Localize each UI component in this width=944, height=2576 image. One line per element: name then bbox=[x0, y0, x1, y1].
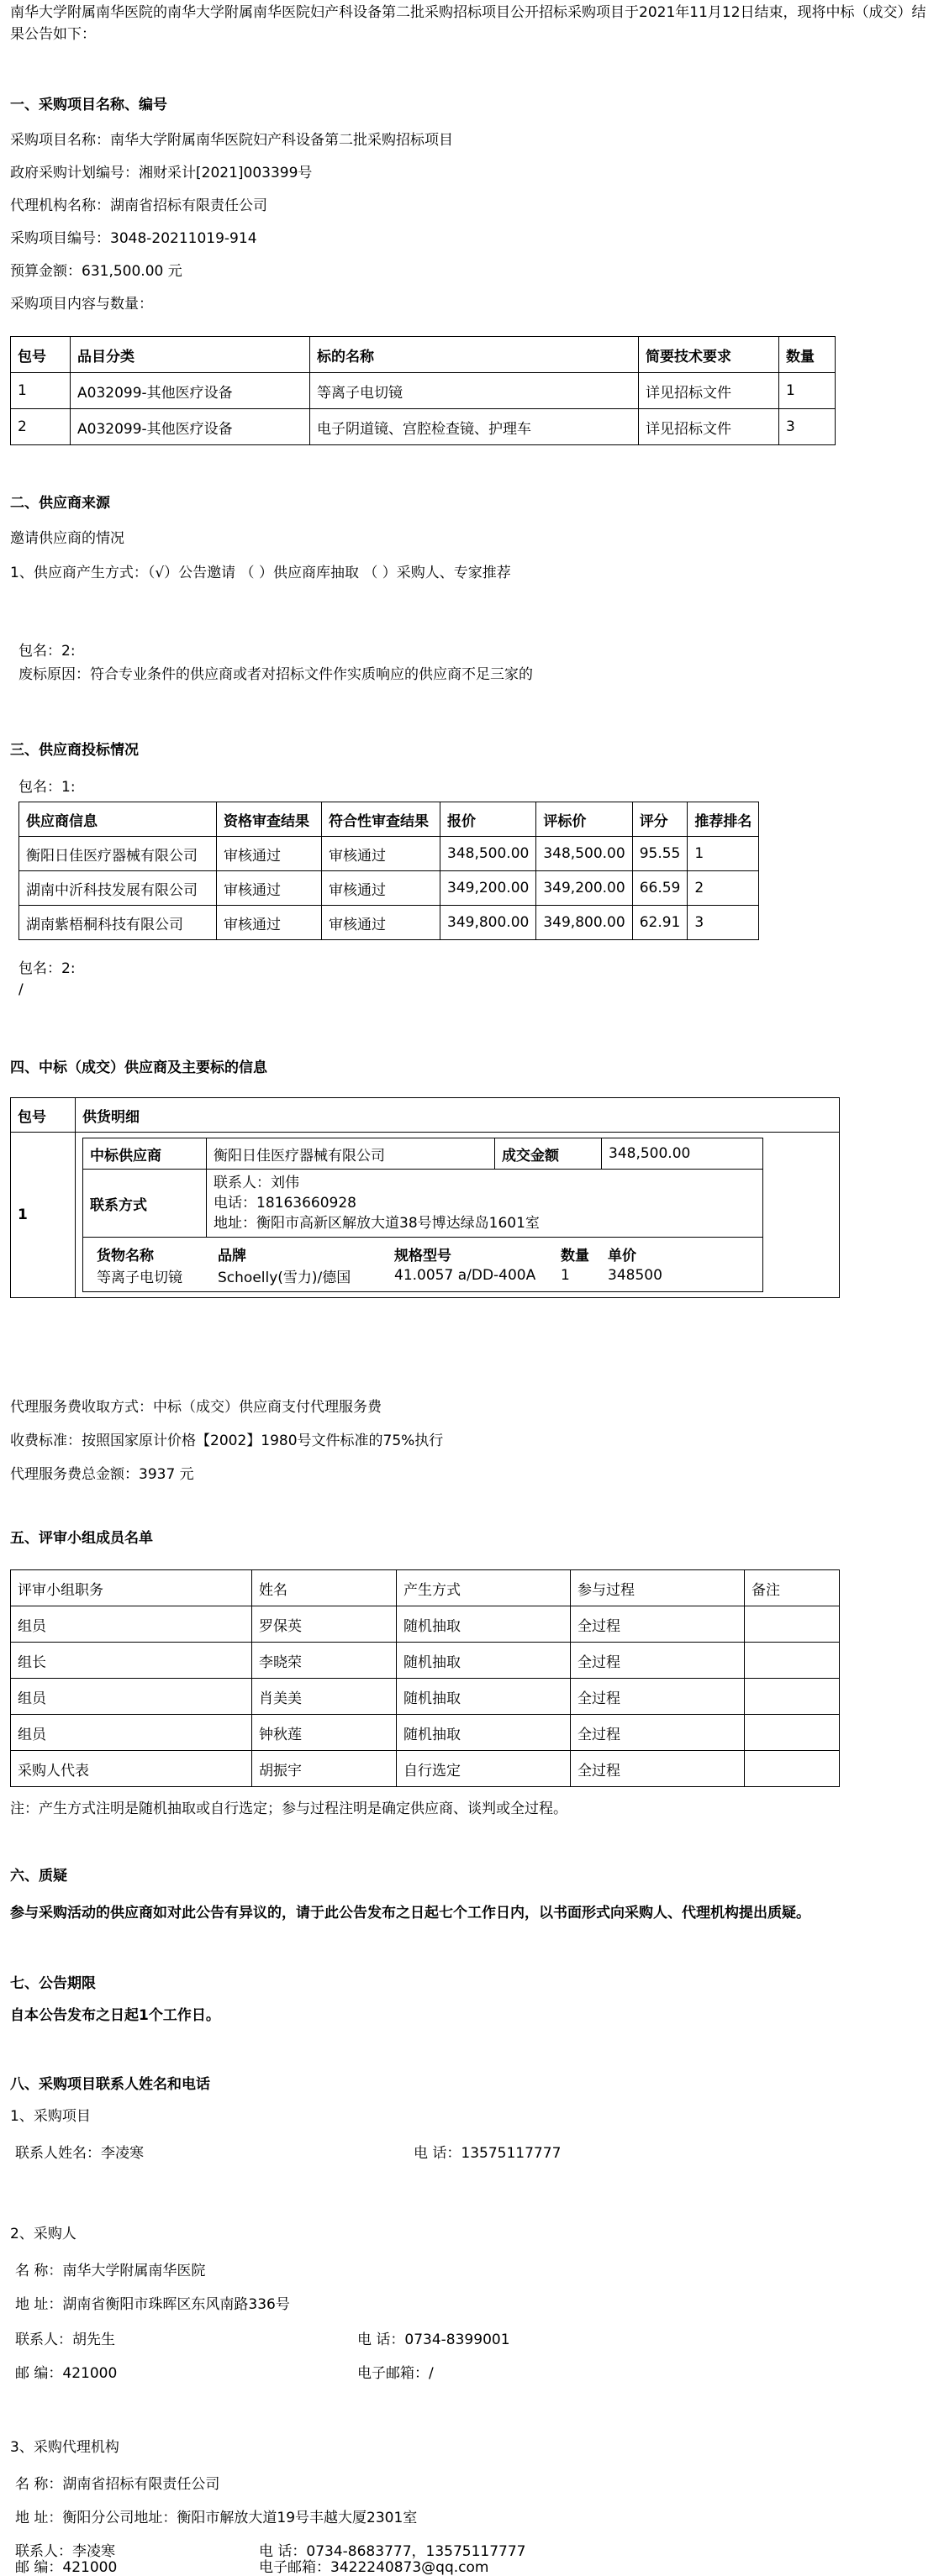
fee-method: 代理服务费收取方式：中标（成交）供应商支付代理服务费 bbox=[10, 1399, 382, 1416]
table-cell: 审核通过 bbox=[217, 906, 322, 940]
agency-contact-person: 联系人：李凌寒 bbox=[15, 2543, 115, 2560]
plan-number: 政府采购计划编号：湘财采计[2021]003399号 bbox=[10, 165, 313, 181]
goods-row bbox=[90, 1264, 669, 1286]
purchaser-name: 名 称：南华大学附属南华医院 bbox=[15, 2263, 206, 2279]
section-4-title: 四、中标（成交）供应商及主要标的信息 bbox=[10, 1059, 267, 1076]
table-cell: 3 bbox=[779, 409, 836, 445]
table-cell: 组员 bbox=[11, 1606, 252, 1643]
agency-contact-address: 地 址：衡阳分公司地址：衡阳市解放大道19号丰越大厦2301室 bbox=[15, 2510, 418, 2526]
goods-cell bbox=[83, 1238, 763, 1292]
table-cell: 全过程 bbox=[571, 1715, 745, 1751]
table-header: 简要技术要求 bbox=[639, 337, 779, 373]
table-header-row bbox=[11, 1570, 840, 1606]
table-row bbox=[11, 1751, 840, 1787]
section-5-title: 五、评审小组成员名单 bbox=[10, 1530, 153, 1547]
table-cell: 1 bbox=[688, 837, 759, 871]
purchaser-contact: 联系人：胡先生 bbox=[15, 2332, 115, 2348]
subsection-2-title: 2、采购人 bbox=[10, 2226, 76, 2242]
table-cell: 组员 bbox=[11, 1679, 252, 1715]
project-content-table bbox=[10, 336, 836, 445]
table-row bbox=[11, 1606, 840, 1643]
package-name: 包名：2: bbox=[18, 643, 76, 660]
section-7-title: 七、公告期限 bbox=[10, 1975, 96, 1992]
table-cell bbox=[745, 1606, 840, 1643]
table-cell: 2 bbox=[688, 871, 759, 906]
table-cell: 95.55 bbox=[632, 837, 688, 871]
goods-header: 货物名称 bbox=[97, 1247, 154, 1264]
table-header: 包号 bbox=[11, 337, 71, 373]
project-contact-phone: 电 话：13575117777 bbox=[414, 2145, 562, 2162]
fee-standard: 收费标准：按照国家原计价格【2002】1980号文件标准的75%执行 bbox=[10, 1433, 444, 1449]
subsection-1-title: 1、采购项目 bbox=[10, 2108, 91, 2125]
table-cell: 2 bbox=[11, 409, 71, 445]
amount-label: 成交金额 bbox=[495, 1138, 602, 1170]
table-cell bbox=[745, 1715, 840, 1751]
table-cell bbox=[745, 1679, 840, 1715]
budget-amount: 预算金额：631,500.00 元 bbox=[10, 263, 182, 280]
goods-cell: 348500 bbox=[608, 1267, 662, 1284]
table-cell: 湖南紫梧桐科技有限公司 bbox=[19, 906, 217, 940]
failure-reason: 废标原因：符合专业条件的供应商或者对招标文件作实质响应的供应商不足三家的 bbox=[18, 666, 533, 683]
table-row bbox=[19, 837, 759, 871]
invite-situation: 邀请供应商的情况 bbox=[10, 530, 124, 547]
contact-phone: 电话：18163660928 bbox=[214, 1195, 356, 1212]
table-header: 供应商信息 bbox=[19, 802, 217, 837]
section-6-title: 六、质疑 bbox=[10, 1868, 67, 1885]
table-row bbox=[83, 1138, 763, 1170]
table-header: 符合性审查结果 bbox=[322, 802, 440, 837]
table-header: 报价 bbox=[440, 802, 536, 837]
table-header: 供货明细 bbox=[76, 1098, 840, 1133]
table-header: 推荐排名 bbox=[688, 802, 759, 837]
contact-address: 地址：衡阳市高新区解放大道38号博达绿岛1601室 bbox=[214, 1215, 540, 1232]
table-header-row bbox=[11, 1098, 840, 1133]
table-cell: 肖美美 bbox=[252, 1679, 397, 1715]
supplier-method: 1、供应商产生方式：（√）公告邀请 （ ）供应商库抽取 （ ）采购人、专家推荐 bbox=[10, 565, 511, 581]
table-cell: 随机抽取 bbox=[397, 1715, 571, 1751]
package-name: 包名：1: bbox=[18, 779, 76, 796]
project-number: 采购项目编号：3048-20211019-914 bbox=[10, 230, 257, 247]
goods-cell: 41.0057 a/DD-400A bbox=[394, 1267, 536, 1284]
table-cell: 349,800.00 bbox=[536, 906, 632, 940]
purchaser-phone: 电 话：0734-8399001 bbox=[357, 2332, 510, 2348]
package-name: 包名：2: bbox=[18, 960, 76, 977]
agency-contact-name: 名 称：湖南省招标有限责任公司 bbox=[15, 2476, 220, 2493]
table-cell: 全过程 bbox=[571, 1679, 745, 1715]
contact-info bbox=[207, 1170, 763, 1238]
table-row bbox=[83, 1170, 763, 1238]
table-cell: 衡阳日佳医疗器械有限公司 bbox=[19, 837, 217, 871]
section-3-title: 三、供应商投标情况 bbox=[10, 742, 139, 759]
table-row bbox=[19, 906, 759, 940]
table-cell: 1 bbox=[779, 373, 836, 409]
table-cell: 348,500.00 bbox=[536, 837, 632, 871]
table-cell: 详见招标文件 bbox=[639, 409, 779, 445]
package-2-slash: / bbox=[18, 981, 24, 998]
table-cell: 审核通过 bbox=[322, 837, 440, 871]
purchaser-address: 地 址：湖南省衡阳市珠晖区东风南路336号 bbox=[15, 2296, 290, 2313]
goods-header: 数量 bbox=[561, 1247, 589, 1264]
table-header: 标的名称 bbox=[310, 337, 639, 373]
table-cell: 全过程 bbox=[571, 1643, 745, 1679]
table-cell: 随机抽取 bbox=[397, 1679, 571, 1715]
purchaser-zip: 邮 编：421000 bbox=[15, 2365, 118, 2382]
review-panel-table bbox=[10, 1569, 840, 1787]
goods-cell: 1 bbox=[561, 1267, 570, 1284]
table-row bbox=[11, 1643, 840, 1679]
amount-value: 348,500.00 bbox=[602, 1138, 763, 1170]
table-cell: A032099-其他医疗设备 bbox=[71, 409, 310, 445]
table-cell: 钟秋莲 bbox=[252, 1715, 397, 1751]
project-name: 采购项目名称：南华大学附属南华医院妇产科设备第二批采购招标项目 bbox=[10, 132, 453, 149]
table-cell bbox=[745, 1643, 840, 1679]
table-row bbox=[83, 1238, 763, 1292]
table-row bbox=[11, 1715, 840, 1751]
table-cell: 随机抽取 bbox=[397, 1643, 571, 1679]
table-cell: 3 bbox=[688, 906, 759, 940]
table-cell: 组员 bbox=[11, 1715, 252, 1751]
fee-total: 代理服务费总金额：3937 元 bbox=[10, 1466, 194, 1483]
purchaser-email: 电子邮箱：/ bbox=[357, 2365, 434, 2382]
table-cell: 66.59 bbox=[632, 871, 688, 906]
table-cell: 等离子电切镜 bbox=[310, 373, 639, 409]
goods-table bbox=[90, 1243, 669, 1286]
table-cell: 349,200.00 bbox=[536, 871, 632, 906]
agency-contact-email: 电子邮箱：3422240873@qq.com bbox=[259, 2559, 489, 2576]
agency-contact-zip: 邮 编：421000 bbox=[15, 2559, 118, 2576]
supply-detail bbox=[76, 1133, 840, 1298]
table-cell: 电子阴道镜、宫腔检查镜、护理车 bbox=[310, 409, 639, 445]
complaint-text: 参与采购活动的供应商如对此公告有异议的，请于此公告发布之日起七个工作日内，以书面形式向采购人、代理机构提出质疑。 bbox=[10, 1905, 810, 1921]
goods-cell: 等离子电切镜 bbox=[97, 1269, 182, 1286]
table-header: 品目分类 bbox=[71, 337, 310, 373]
table-cell: 组长 bbox=[11, 1643, 252, 1679]
table-header-row bbox=[11, 337, 836, 373]
goods-header: 规格型号 bbox=[394, 1247, 451, 1264]
notice-period-text: 自本公告发布之日起1个工作日。 bbox=[10, 2007, 220, 2024]
table-cell: 348,500.00 bbox=[440, 837, 536, 871]
table-header: 产生方式 bbox=[397, 1570, 571, 1606]
contact-label: 联系方式 bbox=[83, 1170, 207, 1238]
table-cell: 349,800.00 bbox=[440, 906, 536, 940]
subsection-3-title: 3、采购代理机构 bbox=[10, 2439, 119, 2456]
table-cell: 罗保英 bbox=[252, 1606, 397, 1643]
winner-label: 中标供应商 bbox=[83, 1138, 207, 1170]
table-cell: 胡振宇 bbox=[252, 1751, 397, 1787]
section-8-title: 八、采购项目联系人姓名和电话 bbox=[10, 2076, 210, 2093]
contact-person: 联系人：刘伟 bbox=[214, 1175, 299, 1191]
review-note: 注：产生方式注明是随机抽取或自行选定；参与过程注明是确定供应商、谈判或全过程。 bbox=[10, 1801, 567, 1817]
agency-name: 代理机构名称：湖南省招标有限责任公司 bbox=[10, 197, 267, 214]
table-cell: A032099-其他医疗设备 bbox=[71, 373, 310, 409]
table-header: 评审小组职务 bbox=[11, 1570, 252, 1606]
table-cell: 采购人代表 bbox=[11, 1751, 252, 1787]
project-contact-name: 联系人姓名：李凌寒 bbox=[15, 2145, 144, 2162]
table-cell: 全过程 bbox=[571, 1606, 745, 1643]
table-header: 包号 bbox=[11, 1098, 76, 1133]
table-header: 评分 bbox=[632, 802, 688, 837]
table-cell: 李晓荣 bbox=[252, 1643, 397, 1679]
table-header: 评标价 bbox=[536, 802, 632, 837]
table-row bbox=[11, 1679, 840, 1715]
section-1-title: 一、采购项目名称、编号 bbox=[10, 97, 167, 113]
table-cell: 随机抽取 bbox=[397, 1606, 571, 1643]
table-cell: 审核通过 bbox=[217, 871, 322, 906]
table-row bbox=[11, 373, 836, 409]
bid-table bbox=[18, 802, 759, 940]
winner-name: 衡阳日佳医疗器械有限公司 bbox=[207, 1138, 495, 1170]
table-cell: 审核通过 bbox=[322, 906, 440, 940]
table-header: 数量 bbox=[779, 337, 836, 373]
winner-table bbox=[10, 1097, 840, 1298]
goods-header-row bbox=[90, 1243, 669, 1264]
table-cell: 审核通过 bbox=[322, 871, 440, 906]
table-header: 备注 bbox=[745, 1570, 840, 1606]
table-header: 资格审查结果 bbox=[217, 802, 322, 837]
intro-paragraph: 南华大学附属南华医院的南华大学附属南华医院妇产科设备第二批采购招标项目公开招标采购项目于2021年11月12日结束，现将中标（成交）结果公告如下： bbox=[10, 4, 926, 43]
table-row bbox=[19, 871, 759, 906]
table-header: 姓名 bbox=[252, 1570, 397, 1606]
table-cell: 62.91 bbox=[632, 906, 688, 940]
table-row bbox=[11, 409, 836, 445]
table-cell: 1 bbox=[11, 373, 71, 409]
table-cell: 审核通过 bbox=[217, 837, 322, 871]
package-number: 1 bbox=[11, 1133, 76, 1298]
goods-cell: Schoelly(雪力)/德国 bbox=[218, 1269, 351, 1286]
table-cell: 湖南中沂科技发展有限公司 bbox=[19, 871, 217, 906]
content-label: 采购项目内容与数量： bbox=[10, 296, 153, 313]
table-header-row bbox=[19, 802, 759, 837]
table-header: 参与过程 bbox=[571, 1570, 745, 1606]
agency-contact-phone: 电 话：0734-8683777，13575117777 bbox=[259, 2543, 526, 2560]
table-cell: 详见招标文件 bbox=[639, 373, 779, 409]
table-cell: 自行选定 bbox=[397, 1751, 571, 1787]
goods-header: 品牌 bbox=[218, 1247, 246, 1264]
table-cell: 全过程 bbox=[571, 1751, 745, 1787]
table-cell bbox=[745, 1751, 840, 1787]
section-2-title: 二、供应商来源 bbox=[10, 495, 110, 512]
table-row bbox=[11, 1133, 840, 1298]
goods-header: 单价 bbox=[608, 1247, 636, 1264]
winner-detail-table bbox=[82, 1138, 763, 1292]
table-cell: 349,200.00 bbox=[440, 871, 536, 906]
